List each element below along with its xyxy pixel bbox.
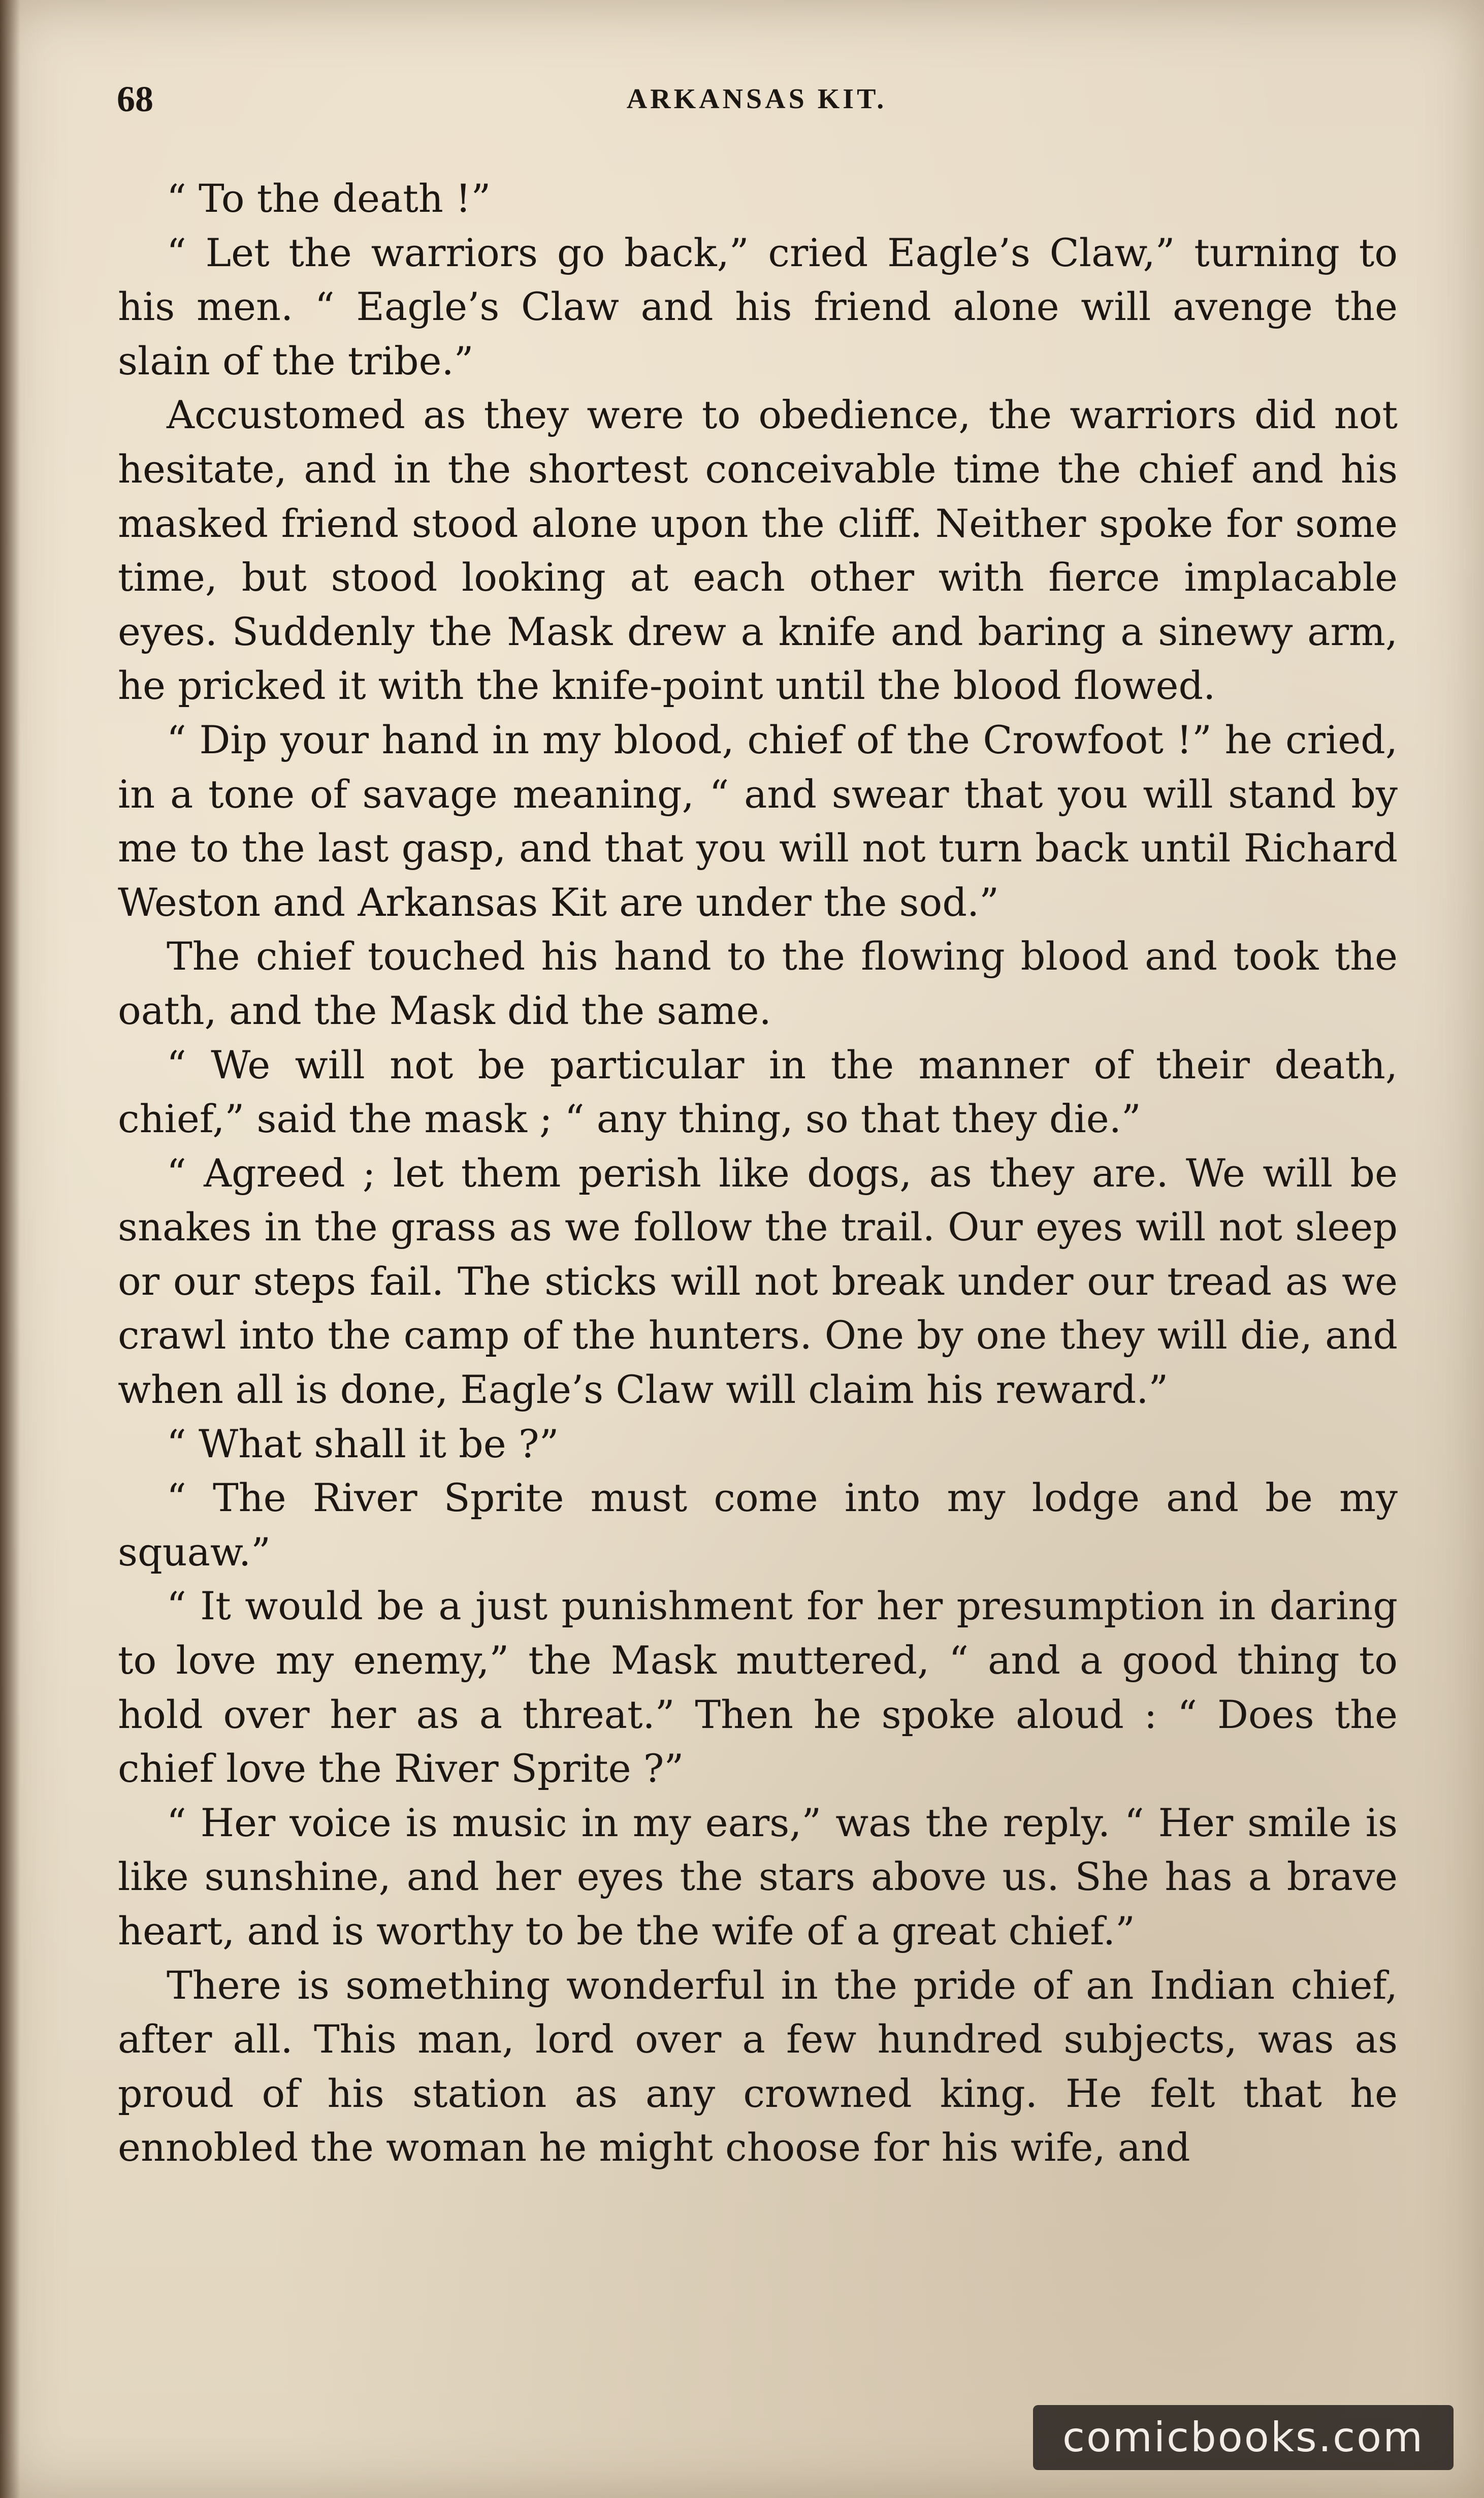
running-head: ARKANSAS KIT.	[626, 83, 887, 115]
paragraph: “ What shall it be ?”	[167, 1421, 559, 1466]
page-number: 68	[117, 79, 153, 119]
paragraph: “ We will not be particular in the manner of their death, chief,” said the mask ; “ any thing, so that they die.”	[118, 1042, 1398, 1142]
paragraph: “ To the death !”	[167, 176, 491, 221]
paragraph: “ Her voice is music in my ears,” was the reply. “ Her smile is like sunshine, and her eyes the stars above us. She has a brave heart, and is worthy to be the wife of a great chief.”	[118, 1800, 1398, 1953]
paragraph: Accustomed as they were to obedience, the warriors did not hesitate, and in the shortest conceivable time the chief and his masked friend stood alone upon the cliff. Neither spoke for some time, but stood looking at each other with fierce implacable eyes. Suddenly the Mask drew a knife and baring a sinewy arm, he pricked it with the knife-point until the blood flowed.	[118, 392, 1398, 709]
paragraph: “ Dip your hand in my blood, chief of the Crowfoot !” he cried, in a tone of savage meaning, “ and swear that you will stand by me to the last gasp, and that you will not turn back until Richard Weston and Arkansas Kit are under the sod.”	[118, 717, 1398, 925]
paragraph: “ It would be a just punishment for her presumption in daring to love my enemy,” the Mask muttered, “ and a good thing to hold over her as a threat.” Then he spoke aloud : “ Does the chief love the River Sprite ?”	[118, 1583, 1398, 1791]
body-text	[118, 172, 1398, 2175]
paragraph: The chief touched his hand to the flowing blood and took the oath, and the Mask did the same.	[118, 934, 1398, 1033]
paragraph: “ Let the warriors go back,” cried Eagle’s Claw,” turning to his men. “ Eagle’s Claw and his friend alone will avenge the slain of the tribe.”	[118, 230, 1398, 383]
page-header	[117, 76, 1397, 122]
paragraph: There is something wonderful in the pride of an Indian chief, after all. This man, lord over a few hundred subjects, was as proud of his station as any crowned king. He felt that he ennobled the woman he might choose for his wife, and	[118, 1962, 1398, 2170]
page-gutter-shadow	[0, 0, 20, 2498]
paragraph: “ Agreed ; let them perish like dogs, as they are. We will be snakes in the grass as we follow the trail. Our eyes will not sleep or our steps fail. The sticks will not break under our tread as we crawl into the camp of the hunters. One by one they will die, and when all is done, Eagle’s Claw will claim his reward.”	[118, 1150, 1398, 1413]
watermark: comicbooks.com	[1033, 2405, 1454, 2470]
paragraph: “ The River Sprite must come into my lodge and be my squaw.”	[118, 1475, 1398, 1575]
